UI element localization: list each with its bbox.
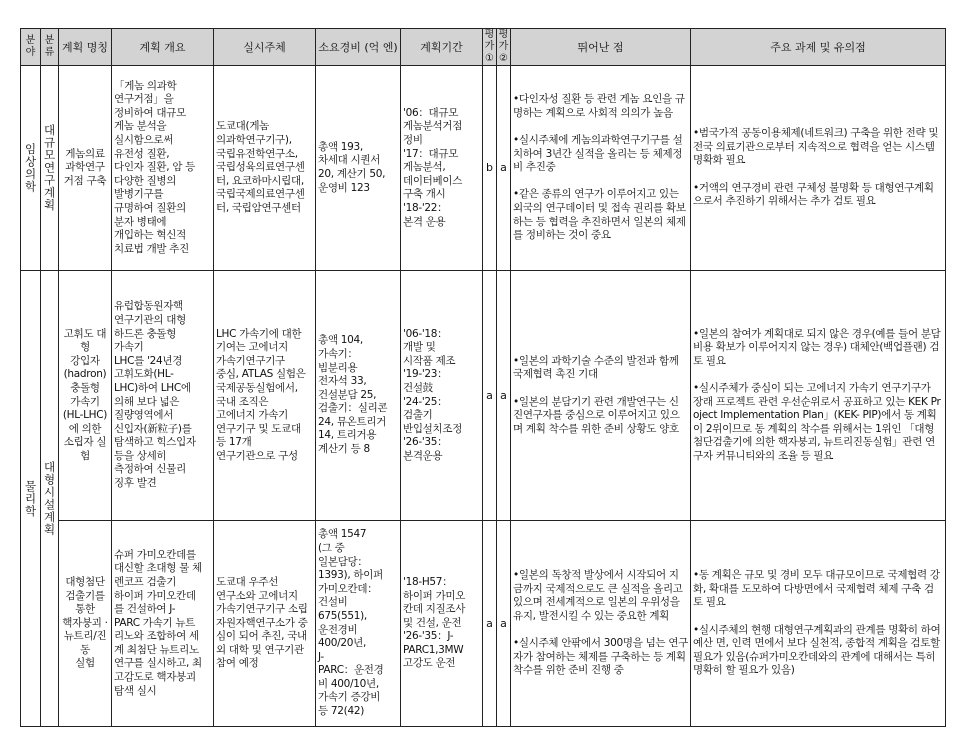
strengths-cell xyxy=(511,66,691,271)
category-label: 대규모연구계획 xyxy=(42,124,57,212)
strengths-list xyxy=(511,339,690,452)
strengths-list xyxy=(511,78,690,259)
category-cell xyxy=(41,66,59,271)
field-cell xyxy=(21,271,41,727)
cost-cell xyxy=(316,271,401,521)
eval1-value: a xyxy=(486,388,493,402)
agency-cell xyxy=(214,66,316,271)
eval1-cell xyxy=(483,66,497,271)
plan-period: '18-H57： 하이퍼 가미오 칸데 지질조사 및 건설, 운전 '26-'35：J- PARC1,3MW 고강도 운전 xyxy=(403,575,466,670)
header-issues: 주요 과제 및 유의점 xyxy=(691,29,946,66)
list-item: • 범국가적 공동이용체제(네트워크) 구축을 위한 전략 및 전국 의료기관으로부터 지속적으로 협력을 얻는 시스템 명확화 필요 xyxy=(693,127,943,168)
period-cell xyxy=(401,271,483,521)
eval2-cell xyxy=(497,271,511,521)
header-cost: 소요경비 (억 엔) xyxy=(316,29,401,66)
issues-list xyxy=(691,312,945,479)
plan-name-cell xyxy=(59,66,112,271)
plan-cost: 총액 193, 차세대 시퀀서 20, 계산기 50, 운영비 123 xyxy=(318,140,386,194)
plan-overview: 유럽합동원자핵 연구기관의 대형 하드론 충돌형 가속기 LHC를 '24년경 고휘도화(HL- LHC)하여 LHC에 의해 보다 넓은 질량영역에서 신입자(新粒子)를 탐색하고 힉스입자 등을 상세히 측정하여 신물리 징후 발견 xyxy=(114,300,196,490)
plan-name-cell xyxy=(59,271,112,521)
header-row xyxy=(21,29,946,66)
overview-cell xyxy=(112,271,214,521)
evaluation-table xyxy=(20,28,946,727)
list-item: • 같은 종류의 연구가 이루어지고 있는 외국의 연구데이터 및 접속 권리를 확보하는 등 협력을 추진하면서 일본의 체제를 정비하는 것이 중요 xyxy=(513,188,688,242)
agency-cell xyxy=(214,271,316,521)
header-plan-name: 계획 명칭 xyxy=(59,29,112,66)
list-item: • 실시주체의 현행 대형연구계획과의 관계를 명확히 하여 예산 면, 인력 면에서 보다 실천적, 종합적 계획을 검토할 필요가 있음(슈퍼가미오칸데와의 관계에 대해서는 특히 명확히 할 필요가 있음) xyxy=(693,624,943,678)
period-cell xyxy=(401,66,483,271)
header-category: 분 류 xyxy=(41,29,59,66)
list-item: • 일본의 과학기술 수준의 발전과 함께 국제협력 촉진 기대 xyxy=(513,355,688,382)
table-row xyxy=(21,66,946,271)
list-item: • 일본의 독창적 발상에서 시작되어 지금까지 국제적으로도 큰 실적을 올리고 있으며 전세계적으로 일본의 우위성을 유지, 발전시킬 수 있는 중요한 계획 xyxy=(513,569,688,623)
header-strengths: 뛰어난 점 xyxy=(511,29,691,66)
strengths-cell xyxy=(511,521,691,727)
list-item: • 다인자성 질환 등 관련 게놈 요인을 규명하는 계획으로 사회적 의의가 높음 xyxy=(513,93,688,120)
list-item: • 일본의 분담기기 관련 개발연구는 신진연구자를 중심으로 이루어지고 있으며 계획 착수를 위한 준비 상황도 양호 xyxy=(513,396,688,437)
header-period: 계획기간 xyxy=(401,29,483,66)
field-cell xyxy=(21,66,41,271)
agency-cell xyxy=(214,521,316,727)
list-item: • 일본의 참여가 계획대로 되지 않은 경우(예를 들어 분담비용 확보가 이루어지지 않는 경우) 대체안(백업플랜) 검토 필요 xyxy=(693,328,943,369)
header-eval2: 평 가 ② xyxy=(497,29,511,66)
issues-cell xyxy=(691,66,946,271)
eval2-value: a xyxy=(500,388,507,402)
eval1-cell xyxy=(483,521,497,727)
field-label: 물리학 xyxy=(23,479,38,518)
evaluation-table-wrap xyxy=(20,28,946,727)
plan-name-cell xyxy=(59,521,112,727)
list-item: • 거액의 연구경비 관련 구체성 불명확 등 대형연구계획으로서 추진하기 위해서는 추가 검토 필요 xyxy=(693,182,943,209)
list-item: • 실시주체가 중심이 되는 고에너지 가속기 연구기구가 장래 프로젝트 관련 우선순위로서 공표하고 있는 KEK Project Implementation Plan」(KEK- PIP)에서 동 계획이 2위이므로 동 계획의 착수를 위해서는 1위인 「대형첨단검출기에 의한 핵자붕괴, 뉴트리진동실험」관련 연구자 커뮤니티와의 조율 등 필요 xyxy=(693,382,943,464)
plan-agency: 도쿄대 우주선 연구소와 고에너지 가속기연구기구 소립 자원자핵연구소가 중 심이 되어 추진, 국내 외 대학 및 연구기관 참여 예정 xyxy=(216,575,308,670)
eval1-value: b xyxy=(486,161,493,174)
list-item: • 실시주체에 게놈의과학연구기구를 설치하여 3년간 실적을 올리는 등 체제정비 추진중 xyxy=(513,134,688,175)
strengths-list xyxy=(511,554,690,694)
header-overview: 계획 개요 xyxy=(112,29,214,66)
issues-cell xyxy=(691,271,946,521)
plan-name: 대형첨단 검출기를 통한 핵자붕괴 · 뉴트리/진동 실험 xyxy=(62,575,108,670)
period-cell xyxy=(401,521,483,727)
header-agency: 실시주체 xyxy=(214,29,316,66)
header-eval1: 평 가 ① xyxy=(483,29,497,66)
category-label: 대형시설계획 xyxy=(42,461,57,536)
eval1-value: a xyxy=(486,616,493,630)
field-label: 임상의학 xyxy=(23,143,38,193)
cost-cell xyxy=(316,66,401,271)
header-field: 분 야 xyxy=(21,29,41,66)
plan-cost: 총액 104, 가속기： 빔분리용 전자석 33, 건설분담 25, 검출기：실리콘 24, 뮤온트리거 14, 트리거용 계산기 등 8 xyxy=(318,334,388,456)
plan-name: 게놈의료 과학연구 거점 구축 xyxy=(63,147,107,187)
category-cell xyxy=(41,271,59,727)
eval2-value: a xyxy=(500,161,507,174)
cost-cell xyxy=(316,521,401,727)
strengths-cell xyxy=(511,271,691,521)
plan-period: '06-'18： 개발 및 시작품 제조 '19-'23： 건설鼓 '24-'25： 검출기 반입설치조정 '26-'35： 본격운용 xyxy=(403,327,463,462)
list-item: • 실시주체 안팎에서 300명을 넘는 연구자가 참여하는 체제를 구축하는 등 계획 착수를 위한 준비 진행 중 xyxy=(513,637,688,678)
issues-list xyxy=(691,112,945,225)
plan-agency: 도쿄대(게놈 의과학연구기구), 국립유전학연구소, 국립성육의료연구센 터, 요코하마시립대, 국립국제의료연구센 터, 국립암연구센터 xyxy=(216,120,305,214)
plan-period: '06：대규모 게놈분석거점 정비 '17：대규모 게놈분석, 데이터베이스 구축 개시 '18-'22： 본격 운용 xyxy=(403,106,463,228)
eval1-cell xyxy=(483,271,497,521)
issues-cell xyxy=(691,521,946,727)
table-row xyxy=(21,521,946,727)
plan-overview: 슈퍼 가미오칸데를 대신할 초대형 물 체 렌코프 검출기 하이퍼 가미오칸데 를 건설하여 J- PARC 가속기 뉴트 리노와 조합하여 세 계 최첨단 뉴트리노 연구를 실시하고, 최 고감도로 핵자붕괴 탐색 실시 xyxy=(114,548,202,697)
eval2-cell xyxy=(497,66,511,271)
overview-cell xyxy=(112,66,214,271)
eval2-cell xyxy=(497,521,511,727)
issues-list xyxy=(691,554,945,694)
overview-cell xyxy=(112,521,214,727)
plan-name: 고휘도 대형 강입자 (hadron) 충돌형 가속기 (HL-LHC) 에 의한 소립자 실험 xyxy=(62,327,108,462)
plan-cost: 총액 1547 (그 중 일본담당： 1393), 하이퍼 가미오칸데： 건설비 675(551), 운전경비 400/20년, J- PARC：운전경 비 400/10년, 가속기 증강비 등 72(42) xyxy=(318,528,384,718)
table-row xyxy=(21,271,946,521)
list-item: • 동 계획은 규모 및 경비 모두 대규모이므로 국제협력 강화, 확대를 도모하여 다방면에서 국제협력 체제 구축 검토 필요 xyxy=(693,569,943,610)
eval2-value: a xyxy=(500,616,507,630)
plan-overview: 「게놈 의과학 연구거점」을 정비하여 대규모 게놈 분석을 실시함으로써 유전성 질환, 다인자 질환, 암 등 다양한 질병의 발병기구를 규명하여 질환의 분자 병태에 개입하는 혁신적 치료법 개발 추진 xyxy=(114,79,196,255)
plan-agency: LHC 가속기에 대한 기여는 고에너지 가속기연구기구 중심, ATLAS 실험은 국제공동실험에서, 국내 조직은 고에너지 가속기 연구기구 및 도쿄대 등 17개 연구기관으로 구성 xyxy=(216,327,306,462)
